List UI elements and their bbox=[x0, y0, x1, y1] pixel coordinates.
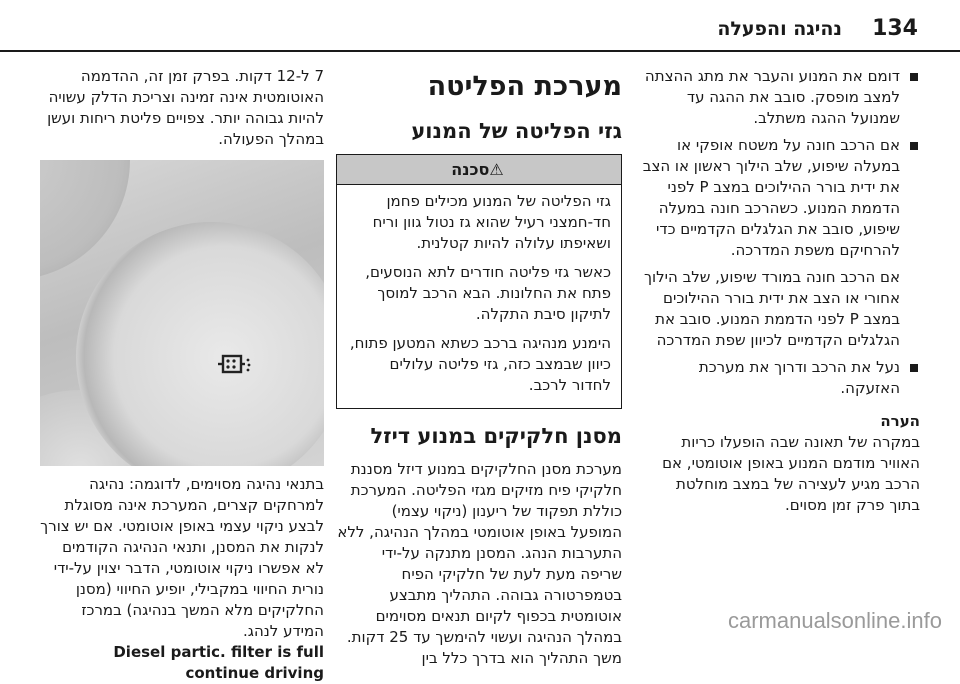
subsection-heading: מסנן חלקיקים במנוע דיזל bbox=[370, 424, 622, 448]
right-column bbox=[642, 66, 920, 516]
bullet-square-icon bbox=[910, 364, 918, 372]
continued-paragraph: 7 ל-12 דקות. בפרק זמן זה, ההדממה האוטומטית אינה זמינה וצריכת הדלק עשויה להיות גבוהה יותר. צפויים פליטת ריחות ועשן במהלך הפעולה. bbox=[47, 67, 324, 148]
danger-body bbox=[337, 185, 621, 408]
body-paragraph: מערכת מסנן החלקיקים במנוע דיזל מסננת חלקיקי פיח מזיקים מגזי הפליטה. המערכת כוללת תפקוד של ריענון (ניקוי עצמי) המופעל באופן אוטומטי במהלך הנהיגה, ללא התערבות הנהג. המסנן מתנקה על-ידי שריפה מעת לעת של חלקיקי הפיח בטמפרטורה גבוהה. התהליך מתבצע אוטומטית בכפוף לקיום תנאים מסוימים במהלך הנהיגה ועשוי להימשך עד 25 דקות. משך התהליך הוא בדרך כלל בין bbox=[337, 460, 622, 667]
instrument-cluster-image bbox=[40, 160, 324, 466]
header-rule bbox=[0, 50, 960, 52]
danger-title: סכנה bbox=[451, 160, 490, 179]
bullet-square-icon bbox=[910, 73, 918, 81]
bullet-text: נעל את הרכב ודרוך את מערכת האזעקה. bbox=[698, 358, 900, 397]
bullet-item bbox=[642, 66, 920, 129]
display-message-label bbox=[40, 642, 324, 684]
body-paragraph: בתנאי נהיגה מסוימים, לדוגמה: נהיגה למרחקים קצרים, המערכת אינה מסוגלת לבצע ניקוי עצמי באופן אוטומטי. אם יש צורך לנקות את המסנן, ותנאי הנהיגה הקודמים לא אפשרו ניקוי אוטומטי, הדבר יצוין על-ידי נורית החיווי במקבילי, יופיע החיווי (מסנן החלקיקים מלא המשך בנהיגה) במרכז המידע לנהג. bbox=[40, 475, 324, 640]
bullet-item bbox=[642, 357, 920, 399]
left-column bbox=[40, 66, 324, 684]
bullet-subparagraph: אם הרכב חונה במורד שיפוע, שלב הילוך אחורי או הצב את ידית בורר ההילוכים במצב P לפני הדממת המנוע. סובב את הגלגלים הקדמיים לכיוון שפת המדרכה bbox=[644, 268, 900, 349]
page-number: 134 bbox=[872, 16, 918, 41]
diesel-label: Diesel partic. bbox=[113, 643, 226, 661]
danger-box bbox=[336, 154, 622, 409]
diesel-particulate-filter-icon bbox=[218, 350, 252, 378]
filter-message: filter is full continue driving bbox=[185, 643, 324, 682]
chapter-heading: מערכת הפליטה bbox=[427, 71, 622, 102]
watermark: carmanualsonline.info bbox=[727, 608, 942, 633]
danger-paragraph: כאשר גזי פליטה חודרים לתא הנוסעים, פתח את החלונות. הבא הרכב למוסך לתיקון סיבת התקלה. bbox=[365, 263, 611, 323]
bullet-square-icon bbox=[910, 142, 918, 150]
danger-paragraph: גזי הפליטה של המנוע מכילים פחמן חד-חמצני רעיל שהוא גז נטול גוון וריח ושאיפתו עלולה להיות קטלנית. bbox=[372, 192, 611, 252]
section-title: נהיגה והפעלה bbox=[717, 18, 842, 40]
page-header bbox=[0, 16, 960, 50]
danger-header bbox=[337, 155, 621, 185]
danger-paragraph: הימנע מנהיגה ברכב כשתא המטען פתוח, כיוון שבמצב כזה, גזי פליטה עלולים לחדור לרכב. bbox=[349, 334, 611, 394]
bullet-item bbox=[642, 135, 920, 351]
middle-column bbox=[336, 66, 622, 669]
bullet-text: דומם את המנוע והעבר את מתג ההצתה למצב מופסק. סובב את ההגה עד שמנועל ההגה משתלב. bbox=[644, 67, 900, 127]
section-heading: גזי הפליטה של המנוע bbox=[411, 119, 622, 143]
bullet-text: אם הרכב חונה על משטח אופקי או במעלה שיפוע, שלב הילוך ראשון או הצב את ידית בורר ההילוכים במצב P לפני הדממת המנוע. כשהרכב חונה במעלה שיפוע, סובב את הגלגלים הקדמיים כדי להרחיקם משפת המדרכה. bbox=[642, 136, 900, 259]
note-title: הערה bbox=[880, 412, 920, 430]
gauge-dial bbox=[76, 222, 324, 466]
warning-triangle-icon: ⚠ bbox=[489, 160, 504, 179]
note-text: במקרה של תאונה שבה הופעלו כריות האוויר מודמם המנוע באופן אוטומטי, אם הרכב מגיע לעצירה של במצב מוחלטת בתוך פרק זמן מסוים. bbox=[662, 433, 920, 514]
